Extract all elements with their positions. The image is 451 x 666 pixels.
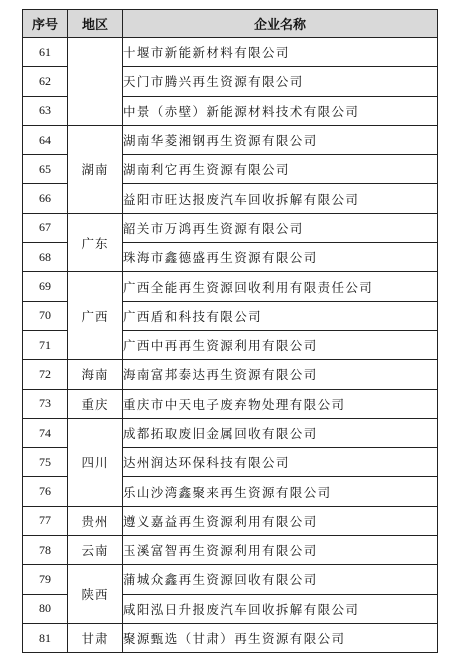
company-name: 蒲城众鑫再生资源回收有限公司 (123, 565, 438, 594)
row-number: 70 (23, 301, 68, 330)
table-row (23, 272, 438, 301)
row-number: 78 (23, 536, 68, 565)
company-name: 广西全能再生资源回收利用有限责任公司 (123, 272, 438, 301)
table-row (23, 565, 438, 594)
table-row (23, 213, 438, 242)
company-name: 湖南利它再生资源有限公司 (123, 155, 438, 184)
company-name: 广西盾和科技有限公司 (123, 301, 438, 330)
region-cell: 甘肃 (68, 623, 123, 652)
row-number: 68 (23, 243, 68, 272)
region-cell: 湖南 (68, 125, 123, 213)
row-number: 67 (23, 213, 68, 242)
company-name: 湖南华菱湘钢再生资源有限公司 (123, 125, 438, 154)
row-number: 64 (23, 125, 68, 154)
region-cell (68, 38, 123, 126)
row-number: 76 (23, 477, 68, 506)
company-name: 中景（赤壁）新能源材料技术有限公司 (123, 96, 438, 125)
company-name: 乐山沙湾鑫聚来再生资源有限公司 (123, 477, 438, 506)
company-name: 成都拓取废旧金属回收有限公司 (123, 418, 438, 447)
header-number: 序号 (23, 10, 68, 38)
company-name: 韶关市万鸿再生资源有限公司 (123, 213, 438, 242)
row-number: 77 (23, 506, 68, 535)
company-name: 聚源甄选（甘肃）再生资源有限公司 (123, 623, 438, 652)
row-number: 81 (23, 623, 68, 652)
row-number: 69 (23, 272, 68, 301)
row-number: 72 (23, 360, 68, 389)
table-header-row (23, 10, 438, 38)
region-cell: 海南 (68, 360, 123, 389)
row-number: 61 (23, 38, 68, 67)
company-name: 玉溪富智再生资源利用有限公司 (123, 536, 438, 565)
row-number: 74 (23, 418, 68, 447)
company-name: 十堰市新能新材料有限公司 (123, 38, 438, 67)
row-number: 63 (23, 96, 68, 125)
row-number: 71 (23, 330, 68, 359)
enterprise-table (22, 9, 438, 653)
row-number: 75 (23, 448, 68, 477)
region-cell: 重庆 (68, 389, 123, 418)
table-row (23, 506, 438, 535)
row-number: 66 (23, 184, 68, 213)
table-row (23, 125, 438, 154)
header-company-name: 企业名称 (123, 10, 438, 38)
region-cell: 陕西 (68, 565, 123, 624)
region-cell: 广西 (68, 272, 123, 360)
company-name: 达州润达环保科技有限公司 (123, 448, 438, 477)
region-cell: 云南 (68, 536, 123, 565)
company-name: 珠海市鑫德盛再生资源有限公司 (123, 243, 438, 272)
row-number: 79 (23, 565, 68, 594)
company-name: 海南富邦泰达再生资源有限公司 (123, 360, 438, 389)
company-name: 遵义嘉益再生资源利用有限公司 (123, 506, 438, 535)
row-number: 73 (23, 389, 68, 418)
table-row (23, 623, 438, 652)
company-name: 咸阳泓日升报废汽车回收拆解有限公司 (123, 594, 438, 623)
company-name: 益阳市旺达报废汽车回收拆解有限公司 (123, 184, 438, 213)
table-body (23, 38, 438, 653)
region-cell: 四川 (68, 418, 123, 506)
region-cell: 广东 (68, 213, 123, 272)
company-name: 广西中再再生资源利用有限公司 (123, 330, 438, 359)
table-row (23, 389, 438, 418)
table-row (23, 536, 438, 565)
row-number: 65 (23, 155, 68, 184)
table-row (23, 360, 438, 389)
region-cell: 贵州 (68, 506, 123, 535)
row-number: 80 (23, 594, 68, 623)
table-row (23, 38, 438, 67)
row-number: 62 (23, 67, 68, 96)
company-name: 天门市腾兴再生资源有限公司 (123, 67, 438, 96)
table-row (23, 418, 438, 447)
company-name: 重庆市中天电子废弃物处理有限公司 (123, 389, 438, 418)
header-region: 地区 (68, 10, 123, 38)
